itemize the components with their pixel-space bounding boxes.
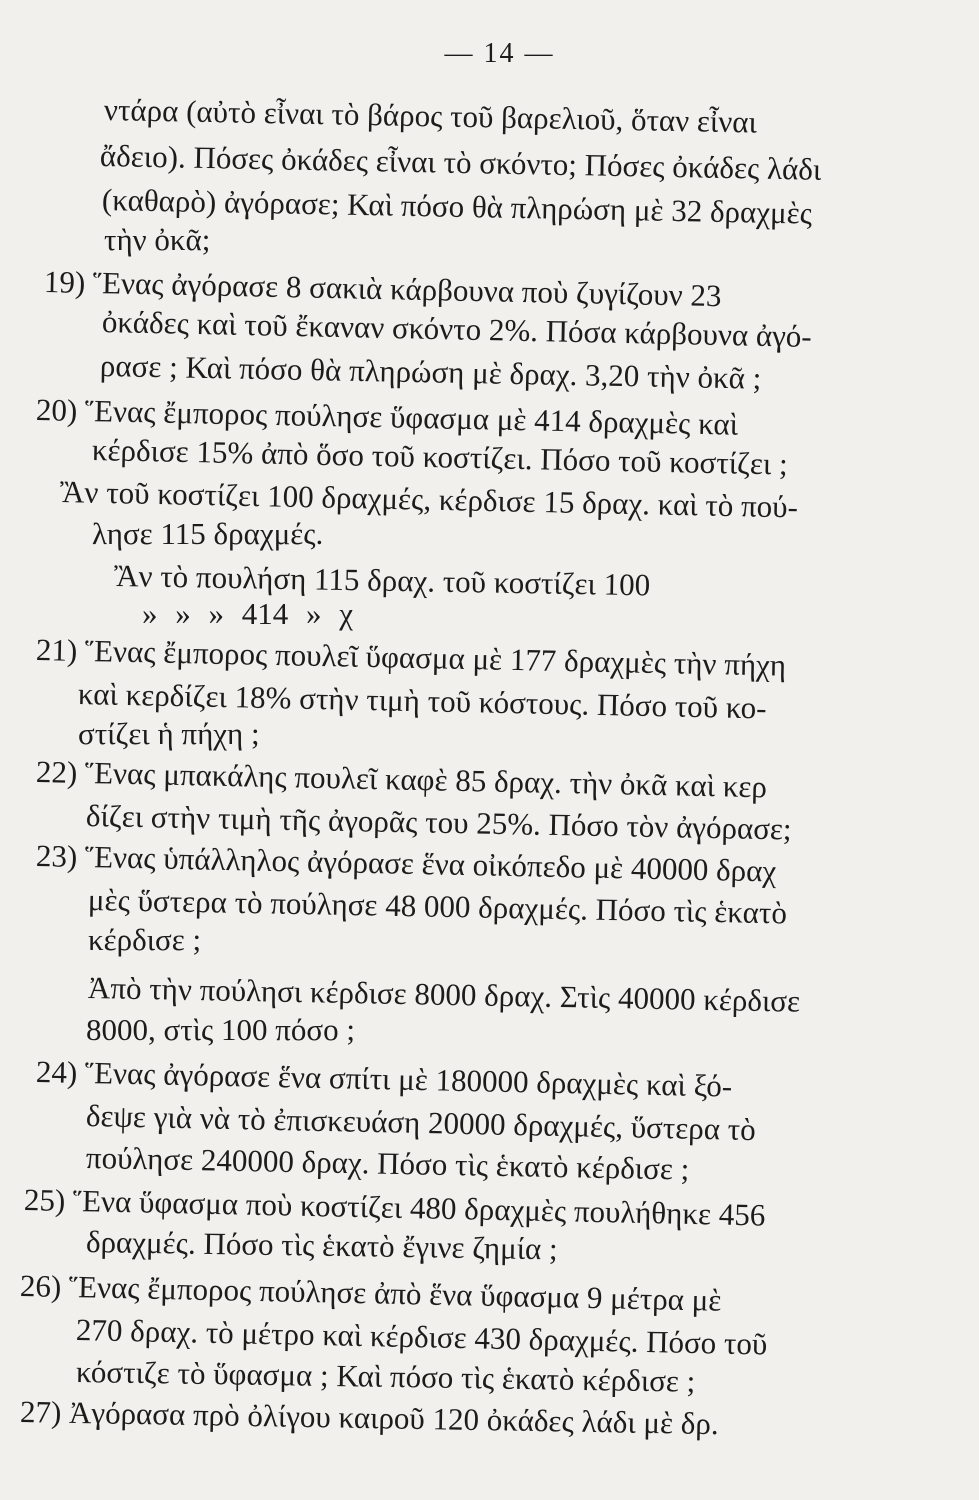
text-line: τὴν ὀκᾶ; [104, 222, 211, 257]
text-line: Ἂν τὸ πουλήση 115 δραχ. τοῦ κοστίζει 100 [113, 558, 651, 603]
text-line: καὶ κερδίζει 18% στὴν τιμὴ τοῦ κόστους. Πόσο τοῦ κο- [77, 676, 767, 726]
text-line: δίζει στὴν τιμὴ τῆς ἀγορᾶς του 25%. Πόσο τὸν ἀγόρασε; [85, 798, 792, 847]
text-line: 21) Ἕνας ἔμπορος πουλεῖ ὕφασμα μὲ 177 δραχμὲς τὴν πήχη [35, 632, 787, 683]
text-line: 270 δραχ. τὸ μέτρο καὶ κέρδισε 430 δραχμές. Πόσο τοῦ [75, 1312, 768, 1362]
text-line: λησε 115 δραχμές. [92, 516, 324, 551]
text-line: δεψε γιὰ νὰ τὸ ἐπισκευάση 20000 δραχμές, ὕστερα τὸ [85, 1098, 757, 1148]
text-line: 8000, στὶς 100 πόσο ; [86, 1012, 356, 1047]
text-line: (καθαρὸ) ἀγόρασε; Καὶ πόσο θὰ πληρώση μὲ 32 δραχμὲς [101, 182, 813, 231]
page-number: — 14 — [444, 38, 555, 69]
text-line: 27) Ἀγόρασα πρὸ ὀλίγου καιροῦ 120 ὀκάδες λάδι μὲ δρ. [19, 1394, 720, 1442]
text-line: Ἀπὸ τὴν πούλησι κέρδισε 8000 δραχ. Στὶς 40000 κέρδισε [87, 970, 801, 1019]
text-line: ἄδειο). Πόσες ὀκάδες εἶναι τὸ σκόντο; Πόσες ὀκάδες λάδι [99, 138, 822, 187]
text-line: ντάρα (αὐτὸ εἶναι τὸ βάρος τοῦ βαρελιοῦ, ὅταν εἶναι [103, 92, 758, 140]
text-line: 22) Ἕνας μπακάλης πουλεῖ καφὲ 85 δραχ. τὴν ὀκᾶ καὶ κερ [35, 754, 768, 805]
text-line: κέρδισε ; [88, 922, 202, 957]
text-line: 24) Ἕνας ἀγόρασε ἕνα σπίτι μὲ 180000 δραχμὲς καὶ ξό- [35, 1054, 733, 1104]
text-line: κόστιζε τὸ ὕφασμα ; Καὶ πόσο τὶς ἑκατὸ κέρδισε ; [75, 1354, 696, 1399]
text-line: 19) Ἕνας ἀγόρασε 8 σακιὰ κάρβουνα ποὺ ζυγίζουν 23 [43, 264, 722, 314]
text-line: ρασε ; Καὶ πόσο θὰ πληρώση μὲ δραχ. 3,20 τὴν ὀκᾶ ; [99, 348, 762, 396]
text-line: 25) Ἕνα ὕφασμα ποὺ κοστίζει 480 δραχμὲς πουλήθηκε 456 [23, 1182, 766, 1233]
text-line: 26) Ἕνας ἔμπορος πούλησε ἀπὸ ἕνα ὕφασμα 9 μέτρα μὲ [19, 1268, 722, 1318]
text-line: μὲς ὕστερα τὸ πούλησε 48 000 δραχμές. Πόσο τὶς ἑκατὸ [87, 882, 788, 931]
text-line: κέρδισε 15% ἀπὸ ὅσο τοῦ κοστίζει. Πόσο τοῦ κοστίζει ; [91, 432, 789, 482]
text-line: Ἂν τοῦ κοστίζει 100 δραχμές, κέρδισε 15 δραχ. καὶ τὸ πού- [59, 474, 799, 525]
text-line: πούλησε 240000 δραχ. Πόσο τὶς ἑκατὸ κέρδισε ; [85, 1140, 690, 1187]
text-line: 23) Ἕνας ὑπάλληλος ἀγόρασε ἕνα οἰκόπεδο μὲ 40000 δραχ [35, 838, 777, 889]
text-line: δραχμές. Πόσο τὶς ἑκατὸ ἔγινε ζημία ; [85, 1224, 558, 1267]
text-line: 20) Ἕνας ἔμπορος πούλησε ὕφασμα μὲ 414 δραχμὲς καὶ [35, 392, 739, 442]
text-line: στίζει ἡ πήχη ; [78, 716, 260, 751]
text-line: » » » 414 » χ [142, 596, 354, 631]
text-line: ὀκάδες καὶ τοῦ ἔκαναν σκόντο 2%. Πόσα κάρβουνα ἀγό- [101, 304, 813, 354]
